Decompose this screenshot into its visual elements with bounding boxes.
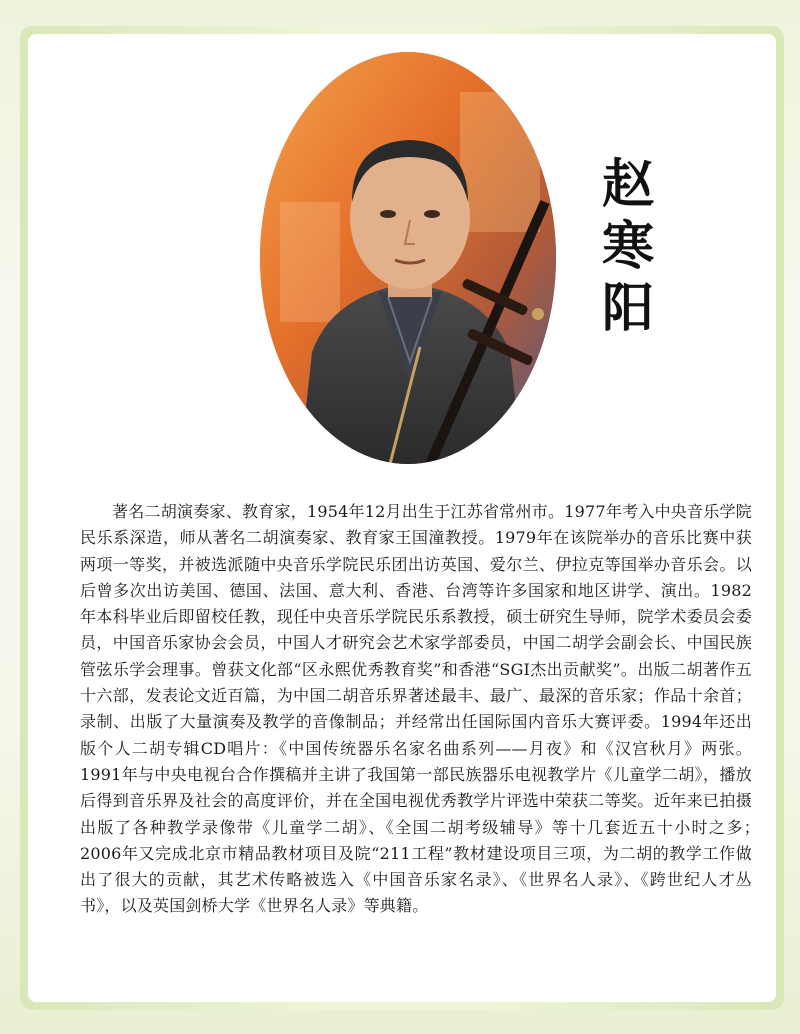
biography-text: 著名二胡演奏家、教育家，1954年12月出生于江苏省常州市。1977年考入中央音乐学院民乐系深造，师从著名二胡演奏家、教育家王国潼教授。1979年在该院举办的音乐比赛中获两项一等奖，并被选派随中央音乐学院民乐团出访英国、爱尔兰、伊拉克等国举办音乐会。以后曾多次出访美国、德国、法国、意大利、香港、台湾等许多国家和地区讲学、演出。1982年本科毕业后即留校任教，现任中央音乐学院民乐系教授，硕士研究生导师，院学术委员会委员，中国音乐家协会会员，中国人才研究会艺术家学部委员，中国二胡学会副会长、中国民族管弦乐学会理事。曾获文化部“区永熙优秀教育奖”和香港“SGI杰出贡献奖”。出版二胡著作五十六部，发表论文近百篇，为中国二胡音乐界著述最丰、最广、最深的音乐家；作品十余首；录制、出版了大量演奏及教学的音像制品；并经常出任国际国内音乐大赛评委。1994年还出版个人二胡专辑CD唱片：《中国传统器乐名家名曲系列——月夜》和《汉宫秋月》两张。1991年与中央电视台合作撰稿并主讲了我国第一部民族器乐电视教学片《儿童学二胡》，播放后得到音乐界及社会的高度评价，并在全国电视优秀教学片评选中荣获二等奖。近年来已拍摄出版了各种教学录像带《儿童学二胡》、《全国二胡考级辅导》等十几套近五十小时之多； 2006年又完成北京市精品教材项目及院“211工程”教材建设项目三项，为二胡的教学工作做出了很大的贡献，其艺术传略被选入《中国音乐家名录》、《世界名人录》、《跨世纪人才丛书》，以及英国剑桥大学《世界名人录》等典籍。 — [80, 502, 769, 916]
portrait-illustration — [260, 52, 556, 464]
name-char-2: 寒 — [601, 216, 654, 277]
name-char-3: 阳 — [601, 278, 654, 339]
page-frame — [20, 26, 784, 1010]
person-name — [593, 154, 663, 340]
profile-card — [28, 34, 776, 1002]
portrait-photo — [260, 52, 556, 464]
name-char-1: 赵 — [601, 154, 654, 215]
